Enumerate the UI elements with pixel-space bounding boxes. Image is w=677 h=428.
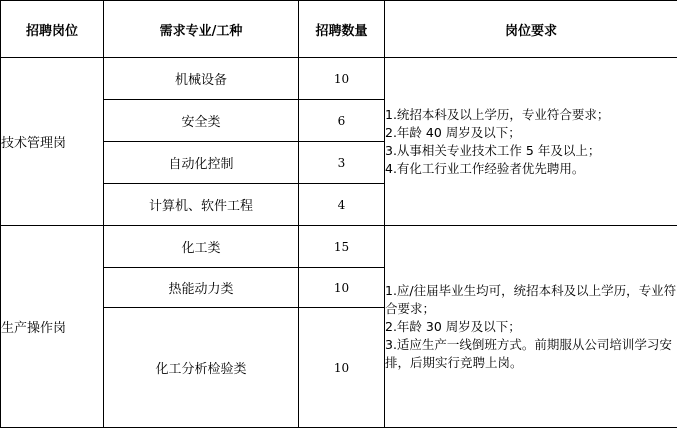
table-row: [1, 226, 677, 268]
major-cell: 化工分析检验类: [104, 308, 299, 428]
count-cell: 10: [299, 308, 385, 428]
requirement-item: 3.从事相关专业技术工作 5 年及以上；: [385, 142, 677, 160]
header-requirements: 岗位要求: [385, 1, 677, 58]
count-cell: 15: [299, 226, 385, 268]
requirements-cell: [385, 226, 677, 428]
table-row: [1, 58, 677, 100]
requirement-item: 3.适应生产一线倒班方式。前期服从公司培训学习安排，后期实行竞聘上岗。: [385, 336, 677, 372]
major-cell: 化工类: [104, 226, 299, 268]
major-cell: 计算机、软件工程: [104, 184, 299, 226]
header-major: 需求专业/工种: [104, 1, 299, 58]
count-cell: 3: [299, 142, 385, 184]
post-name: 技术管理岗: [1, 58, 104, 226]
major-cell: 自动化控制: [104, 142, 299, 184]
header-row: [1, 1, 677, 58]
count-cell: 10: [299, 58, 385, 100]
count-cell: 10: [299, 268, 385, 308]
requirement-item: 1.应/往届毕业生均可，统招本科及以上学历，专业符合要求；: [385, 282, 677, 318]
count-cell: 6: [299, 100, 385, 142]
post-name: 生产操作岗: [1, 226, 104, 428]
requirement-item: 2.年龄 40 周岁及以下；: [385, 124, 677, 142]
requirement-item: 1.统招本科及以上学历，专业符合要求；: [385, 106, 677, 124]
header-post: 招聘岗位: [1, 1, 104, 58]
requirement-item: 4.有化工行业工作经验者优先聘用。: [385, 160, 677, 178]
major-cell: 热能动力类: [104, 268, 299, 308]
major-cell: 安全类: [104, 100, 299, 142]
major-cell: 机械设备: [104, 58, 299, 100]
requirements-cell: [385, 58, 677, 226]
count-cell: 4: [299, 184, 385, 226]
requirement-item: 2.年龄 30 周岁及以下；: [385, 318, 677, 336]
header-count: 招聘数量: [299, 1, 385, 58]
